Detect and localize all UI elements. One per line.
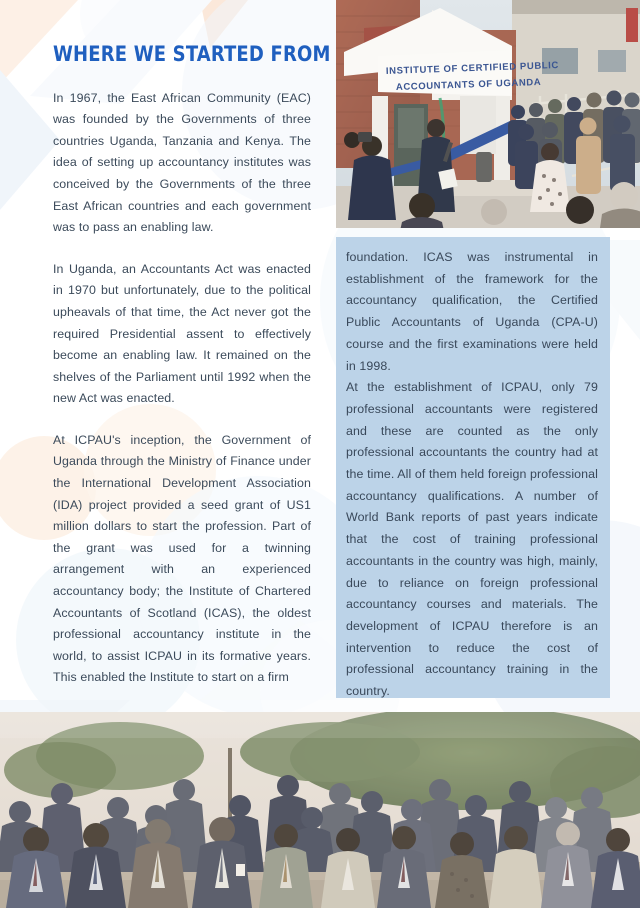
panel-paragraph-1: foundation. ICAS was instrumental in establishment of the framework for the accountancy qualification, the Certified Public Accountants of Uganda (CPA-U) course and the first examinations were held in 1998. [346,250,598,373]
left-text-column [53,42,331,689]
left-paragraph-2: In Uganda, an Accountants Act was enacted in 1970 but unfortunately, due to the political upheavals of that time, the Act never got the required Presidential assent to effectively become an enabling law. It remained on the shelves of the Parliament until 1992 when the new Act was enacted. [53,261,311,406]
svg-text:ACCOUNTANTS OF UGANDA: ACCOUNTANTS OF UGANDA [395,76,542,93]
highlighted-text-panel [336,237,610,698]
icpau-office-opening-ceremony-photo [336,0,640,228]
left-paragraph-3: At ICPAU's inception, the Government of Uganda through the Ministry of Finance under the International Development Association (IDA) project provided a seed grant of US1 million dollars to start the profession. Part of the grant was used for a twinning arrangement with an experienced accountancy body; the Institute of Chartered Accountants of Scotland (ICAS), the oldest professional accountancy institute in the world, to assist ICPAU in its formative years. This enabled the Institute to start on a firm [53,432,311,685]
panel-paragraph-2: At the establishment of ICPAU, only 79 professional accountants were registered and these are counted as the only professional accountants the country had at the time. All of them held foreign professional accountancy qualifications. A number of World Bank reports of past years indicate that the cost of training professional accountants in the country was high, mainly, due to reliance on foreign professional accountancy courses and materials. The development of ICPAU therefore is an intervention to reduce the cost of professional accountancy training in the country. [346,380,598,699]
left-paragraph-1: In 1967, the East African Community (EAC) was founded by the Governments of three countries Uganda, Tanzania and Kenya. The idea of setting up accountancy institutes was conceived by the Governments of the three East African countries and each government was to pass an enabling law. [53,90,311,235]
page-title: WHERE WE STARTED FROM [53,42,331,67]
icpau-members-group-photo [0,712,640,908]
svg-text:INSTITUTE OF CERTIFIED PUBLIC: INSTITUTE OF CERTIFIED PUBLIC [385,59,560,77]
